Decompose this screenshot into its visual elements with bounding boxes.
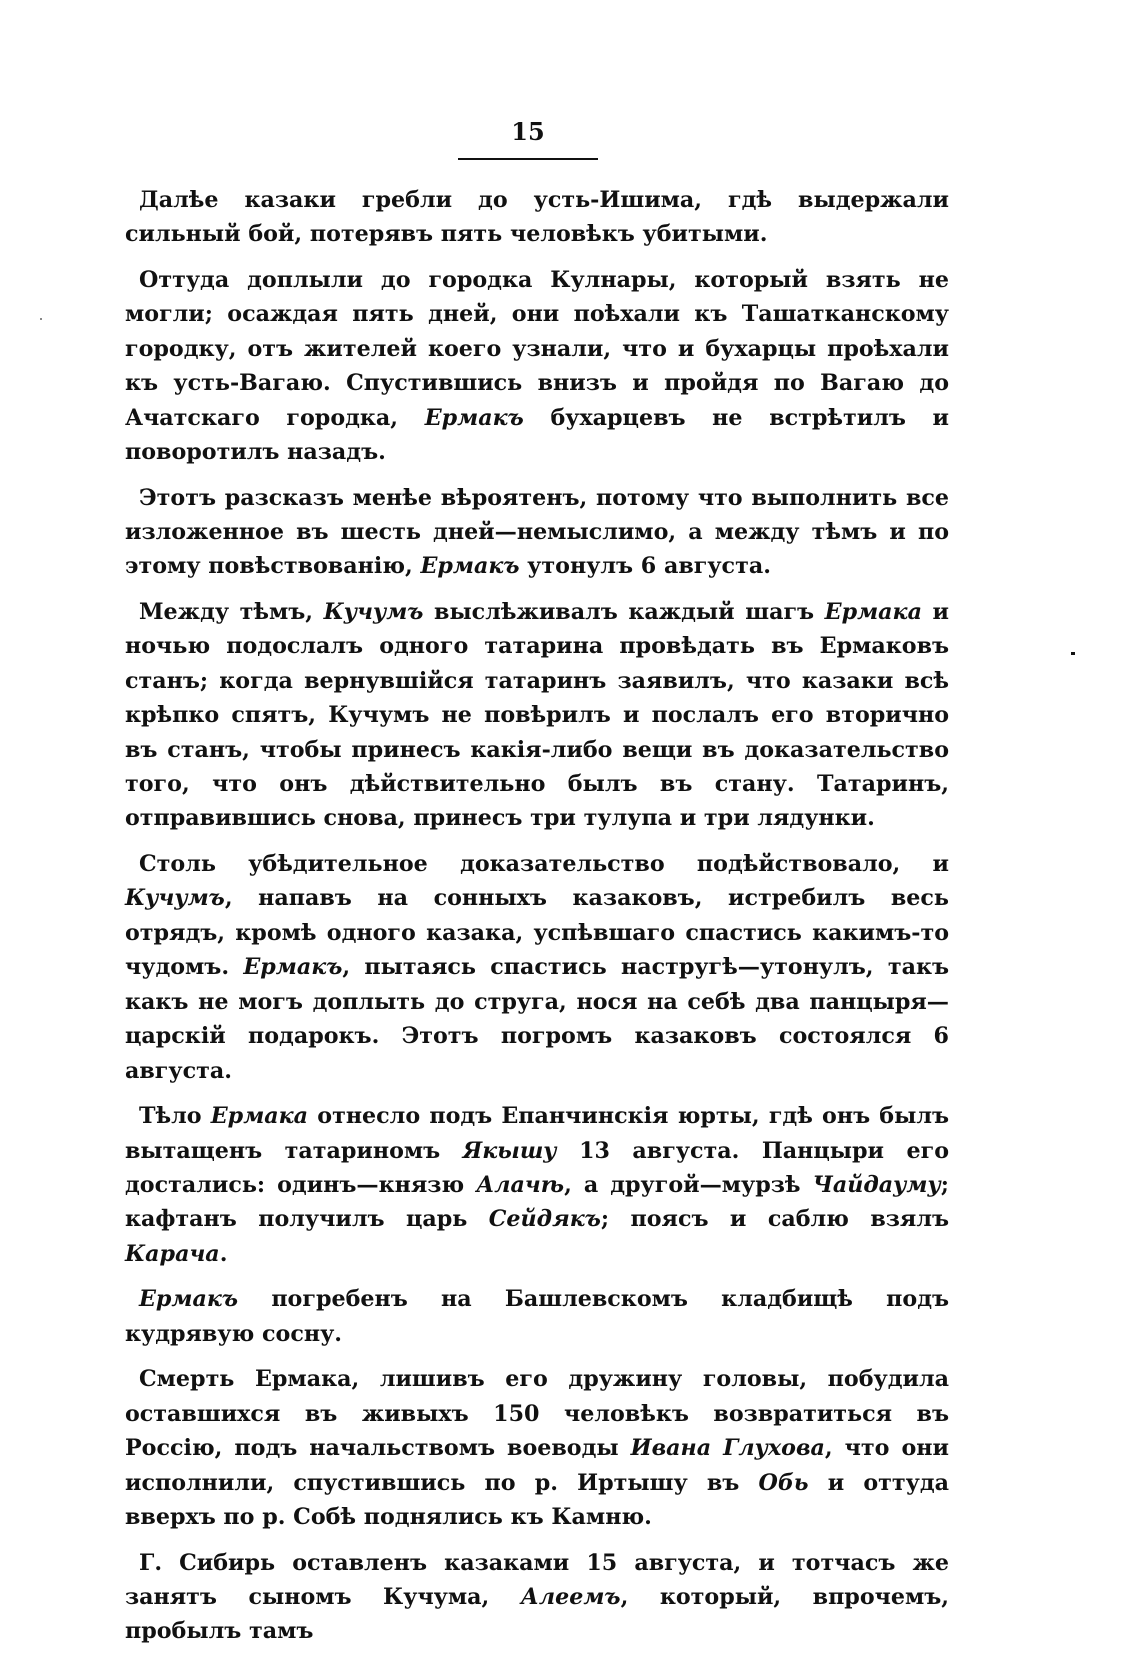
person-name: Карача	[125, 1240, 220, 1267]
person-name: Ивана Глухова	[630, 1435, 825, 1462]
paragraph	[125, 595, 949, 836]
text-run: Тѣло	[139, 1103, 211, 1130]
text-run: Далѣе казаки гребли до усть-Ишима, гдѣ выдержали сильный бой, потерявъ пять человѣкъ убитыми.	[125, 187, 949, 248]
paragraph	[125, 1282, 949, 1351]
text-run: , напавъ на сонныхъ казаковъ, истребилъ весь отрядъ, кромѣ одного казака, успѣвшаго спастись какимъ-то чудомъ.	[125, 885, 949, 981]
person-name: Ермака	[210, 1103, 309, 1130]
scan-speck	[1071, 652, 1075, 655]
text-run: , что они исполнили, спустившись по р. Иртышу въ	[125, 1435, 949, 1496]
text-run: и ночью подослалъ одного татарина провѣдать въ Ермаковъ станъ; когда вернувшійся татаринъ заявилъ, что казаки всѣ крѣпко спятъ, Кучумъ не повѣрилъ и послалъ его вторично въ станъ, чтобы принесъ какія-либо вещи въ доказательство того, что онъ дѣйствительно былъ въ стану. Татаринъ, отправившись снова, принесъ три тулупа и три лядунки.	[125, 599, 949, 832]
text-run: бухарцевъ не встрѣтилъ и поворотилъ назадъ.	[125, 404, 949, 466]
paragraph	[125, 1362, 949, 1534]
text-run: Смерть Ермака, лишивъ его дружину головы, побудила оставшихся въ живыхъ 150 человѣкъ возвратиться въ Россію, подъ начальствомъ воеводы	[125, 1366, 949, 1462]
person-name: Ермакъ	[420, 553, 520, 580]
person-name: Сейдякъ	[488, 1206, 601, 1233]
text-run: 13 августа. Панцыри его достались: одинъ—князю	[125, 1137, 949, 1198]
page-number: 15	[511, 117, 545, 146]
paragraph	[125, 1546, 949, 1649]
text-run: выслѣживалъ каждый шагъ	[423, 599, 825, 626]
page-header	[458, 118, 598, 160]
person-name: Кучумъ	[125, 885, 225, 912]
paragraph	[125, 847, 949, 1088]
person-name: Алачѣ	[476, 1171, 565, 1198]
text-run: и оттуда вверхъ по р. Собѣ поднялись къ Камню.	[125, 1469, 949, 1530]
text-run: , пытаясь спастись настругѣ—утонулъ, такъ какъ не могъ доплыть до струга, нося на себѣ два панцыря—царскій подарокъ. Этотъ погромъ казаковъ состоялся 6 августа.	[125, 954, 949, 1084]
text-run: , который, впрочемъ, пробылъ тамъ	[125, 1583, 949, 1645]
text-run: Столь убѣдительное доказательство подѣйствовало, и	[139, 851, 949, 878]
text-run: погребенъ на Башлевскомъ кладбищѣ подъ кудрявую сосну.	[125, 1286, 949, 1347]
text-run: , а другой—мурзѣ	[564, 1171, 813, 1198]
text-run: ; кафтанъ получилъ царь	[125, 1171, 949, 1233]
text-run: Между тѣмъ,	[139, 599, 324, 626]
person-name: Ермака	[824, 599, 922, 626]
paragraph	[125, 1099, 949, 1271]
text-run: отнесло подъ Епанчинскія юрты, гдѣ онъ былъ вытащенъ татариномъ	[125, 1103, 949, 1164]
header-rule	[458, 158, 598, 160]
text-run: Г. Сибирь оставленъ казаками 15 августа, и тотчасъ же занятъ сыномъ Кучума,	[125, 1549, 949, 1610]
person-name: Ермакъ	[139, 1286, 239, 1313]
text-run: Оттуда доплыли до городка Кулнары, который взять не могли; осаждая пять дней, они поѣхали къ Ташатканскому городку, отъ жителей коего узнали, что и бухарцы проѣхали къ усть-Вагаю. Спустившись внизъ и пройдя по Вагаю до Ачатскаго городка,	[125, 267, 949, 431]
person-name: Ермакъ	[243, 954, 343, 981]
paragraph	[125, 481, 949, 584]
paragraph	[125, 263, 949, 469]
person-name: Алеемъ	[520, 1583, 621, 1610]
person-name: Якышу	[462, 1137, 557, 1164]
paragraph	[125, 183, 949, 252]
scan-speck	[40, 318, 42, 320]
page-body	[125, 183, 949, 1660]
place-name: Обь	[758, 1469, 809, 1496]
person-name: Чайдауму	[812, 1171, 941, 1198]
person-name: Кучумъ	[323, 599, 424, 626]
text-run: Этотъ разсказъ менѣе вѣроятенъ, потому что выполнить все изложенное въ шесть дней—немыслимо, а между тѣмъ и по этому повѣствованію,	[125, 484, 949, 580]
text-run: .	[219, 1240, 228, 1267]
text-run: ; поясъ и саблю взялъ	[600, 1206, 949, 1233]
person-name: Ермакъ	[424, 404, 524, 431]
text-run: утонулъ 6 августа.	[519, 553, 771, 580]
